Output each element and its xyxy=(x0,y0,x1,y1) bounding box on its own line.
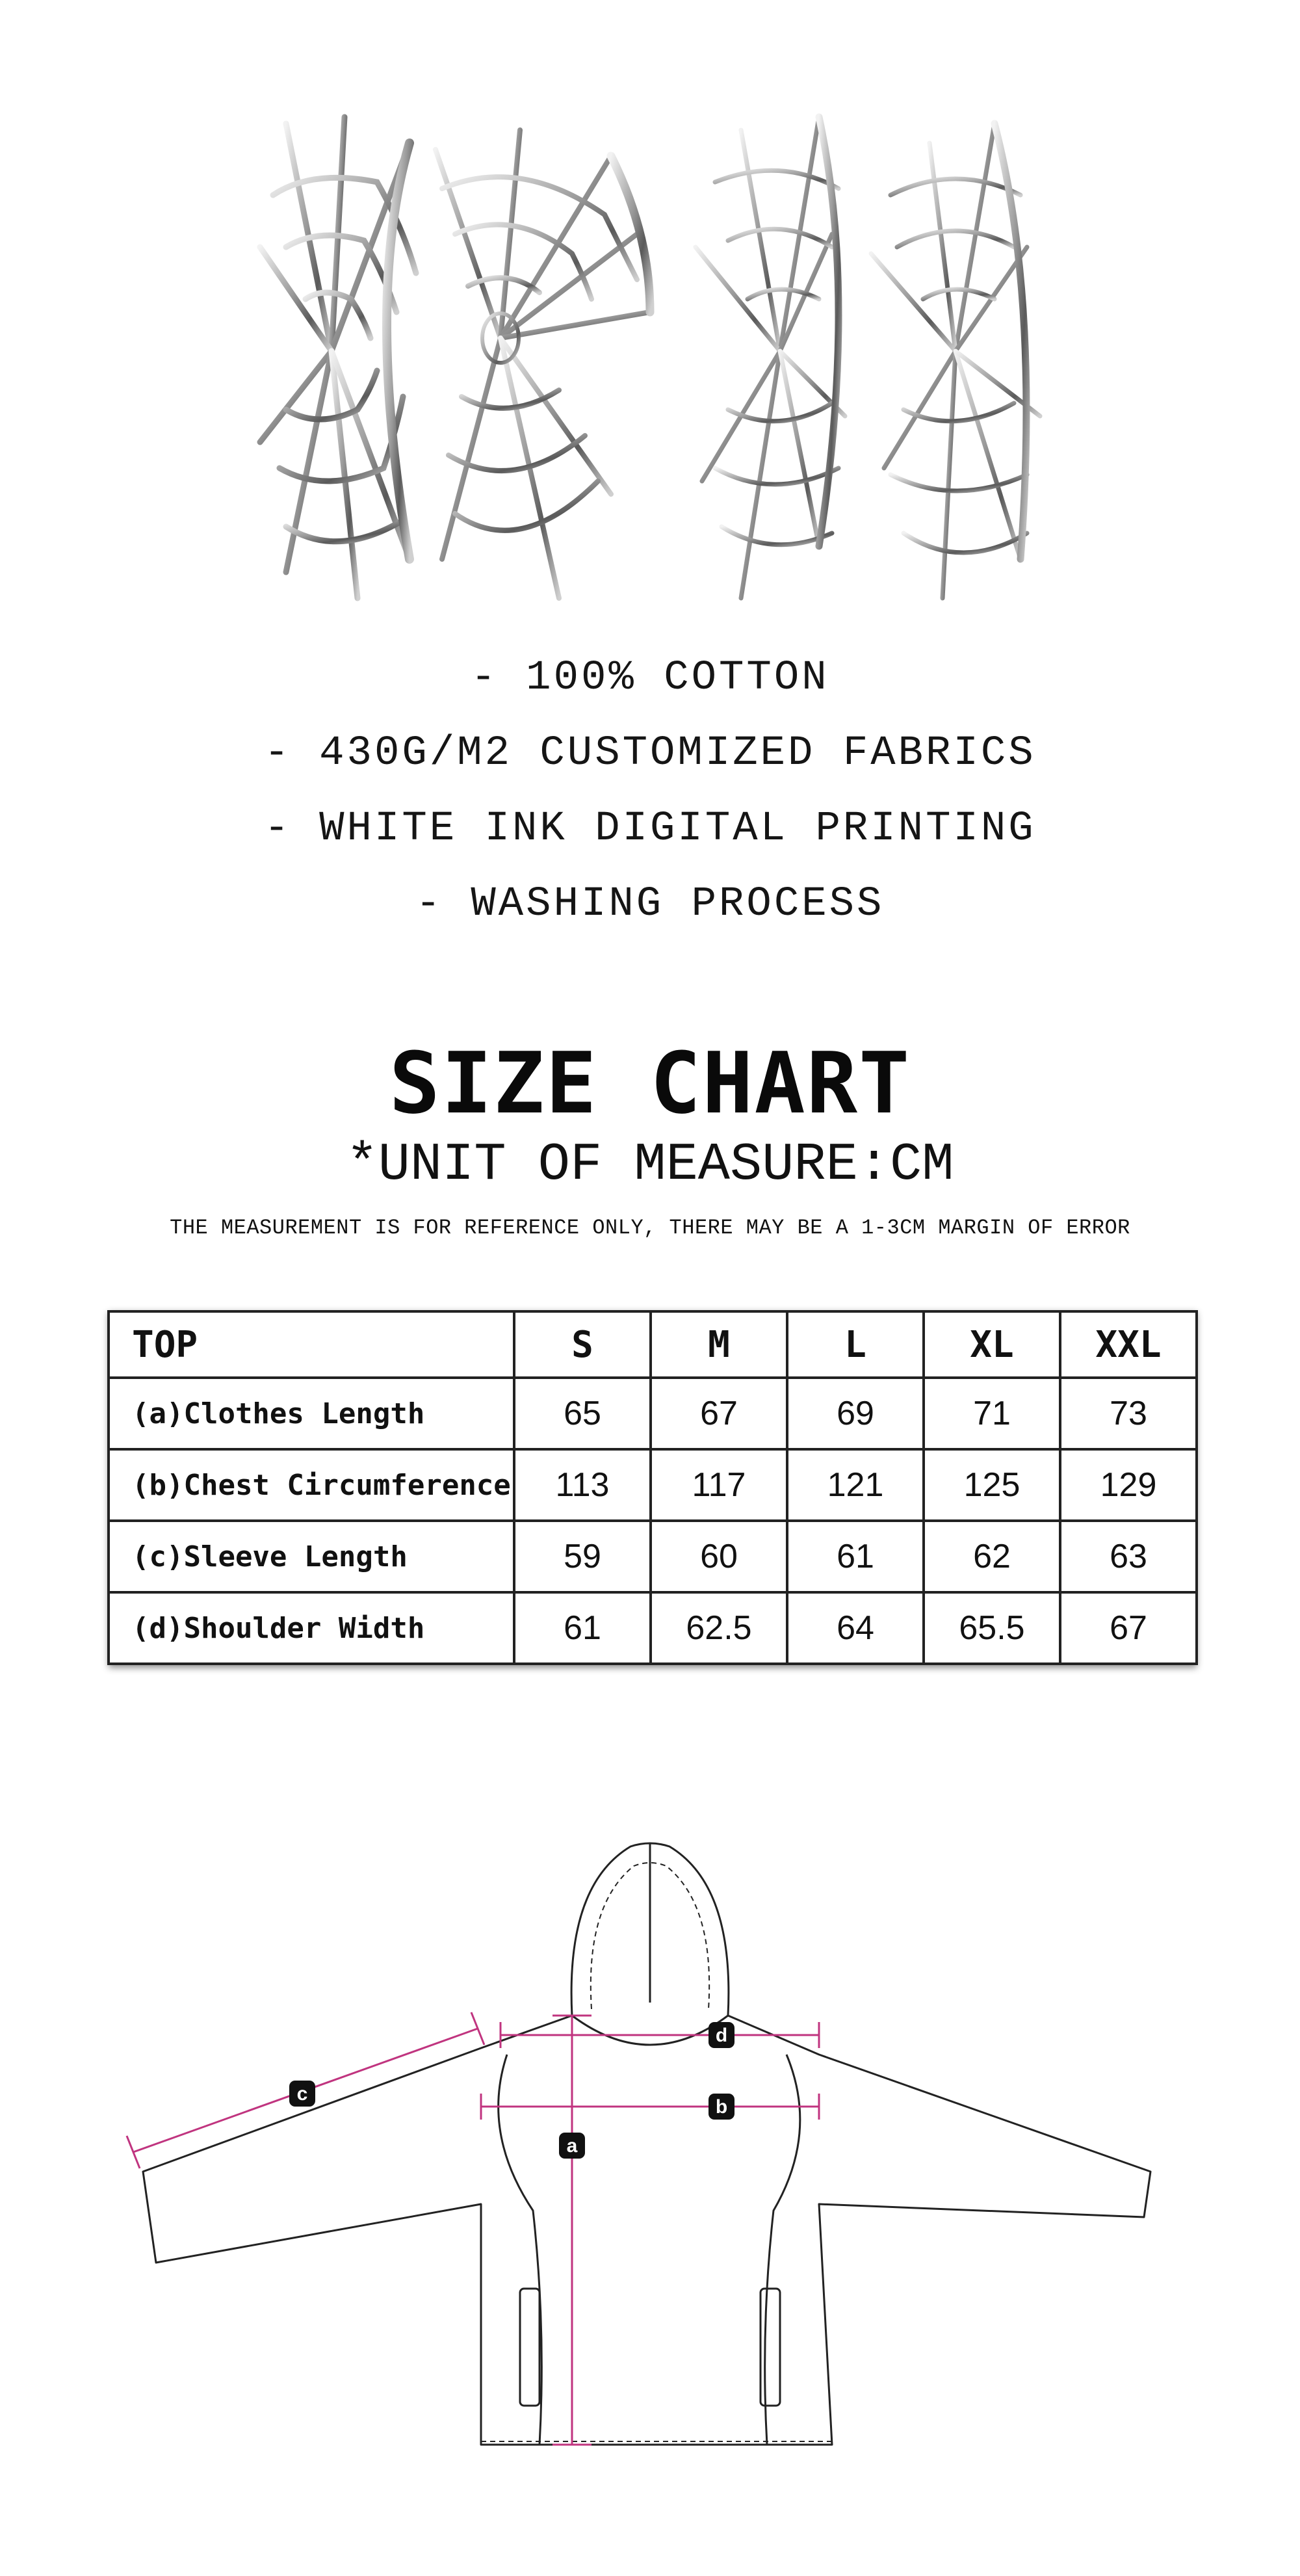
table-cell: 63 xyxy=(1060,1521,1197,1592)
table-cell: 69 xyxy=(787,1378,924,1449)
table-header-row xyxy=(109,1311,1197,1378)
size-chart-title: SIZE CHART xyxy=(389,1034,911,1133)
table-cell: 65.5 xyxy=(924,1592,1060,1664)
marker-b xyxy=(708,2094,734,2120)
table-cell: 64 xyxy=(787,1592,924,1664)
spider-web-1 xyxy=(260,117,416,598)
table-cell: 62 xyxy=(924,1521,1060,1592)
marker-d xyxy=(708,2022,734,2048)
table-cell: 61 xyxy=(514,1592,651,1664)
table-cell: 67 xyxy=(1060,1592,1197,1664)
header-size-xl: XL xyxy=(924,1311,1060,1378)
row-label: (a)Clothes Length xyxy=(109,1378,514,1449)
row-label: (c)Sleeve Length xyxy=(109,1521,514,1592)
hoodie-measurement-diagram xyxy=(117,1807,1183,2458)
table-row xyxy=(109,1449,1197,1521)
unit-of-measure: *UNIT OF MEASURE:CM xyxy=(346,1135,954,1195)
header-size-s: S xyxy=(514,1311,651,1378)
measurement-lines xyxy=(127,2012,819,2445)
table-cell: 121 xyxy=(787,1449,924,1521)
table-cell: 62.5 xyxy=(651,1592,787,1664)
svg-text:b: b xyxy=(715,2096,728,2118)
table-cell: 60 xyxy=(651,1521,787,1592)
feature-list xyxy=(0,640,1300,942)
feature-cotton: - 100% COTTON xyxy=(471,655,829,702)
spider-web-4 xyxy=(871,124,1040,598)
spider-web-graphics xyxy=(247,104,1053,624)
header-size-xxl: XXL xyxy=(1060,1311,1197,1378)
svg-text:a: a xyxy=(566,2135,578,2157)
table-cell: 73 xyxy=(1060,1378,1197,1449)
size-table xyxy=(107,1310,1195,1665)
feature-washing: - WASHING PROCESS xyxy=(415,881,885,928)
table-cell: 59 xyxy=(514,1521,651,1592)
table-cell: 67 xyxy=(651,1378,787,1449)
feature-fabric: - 430G/M2 CUSTOMIZED FABRICS xyxy=(264,730,1036,777)
hoodie-outline xyxy=(143,1843,1150,2445)
feature-printing: - WHITE INK DIGITAL PRINTING xyxy=(264,806,1036,852)
table-row xyxy=(109,1378,1197,1449)
table-cell: 61 xyxy=(787,1521,924,1592)
table-row xyxy=(109,1592,1197,1664)
table-cell: 117 xyxy=(651,1449,787,1521)
table-cell: 125 xyxy=(924,1449,1060,1521)
table-cell: 65 xyxy=(514,1378,651,1449)
spider-web-3 xyxy=(696,117,845,598)
header-size-l: L xyxy=(787,1311,924,1378)
table-row xyxy=(109,1521,1197,1592)
row-label: (b)Chest Circumference xyxy=(109,1449,514,1521)
table-cell: 129 xyxy=(1060,1449,1197,1521)
header-size-m: M xyxy=(651,1311,787,1378)
spider-web-2 xyxy=(436,130,650,598)
table-cell: 71 xyxy=(924,1378,1060,1449)
measurement-note: THE MEASUREMENT IS FOR REFERENCE ONLY, THERE MAY BE A 1-3CM MARGIN OF ERROR xyxy=(170,1216,1130,1240)
header-top: TOP xyxy=(109,1311,514,1378)
marker-a xyxy=(559,2133,585,2159)
table-cell: 113 xyxy=(514,1449,651,1521)
row-label: (d)Shoulder Width xyxy=(109,1592,514,1664)
svg-text:c: c xyxy=(296,2083,308,2105)
svg-text:d: d xyxy=(715,2025,728,2046)
marker-c xyxy=(289,2081,315,2107)
